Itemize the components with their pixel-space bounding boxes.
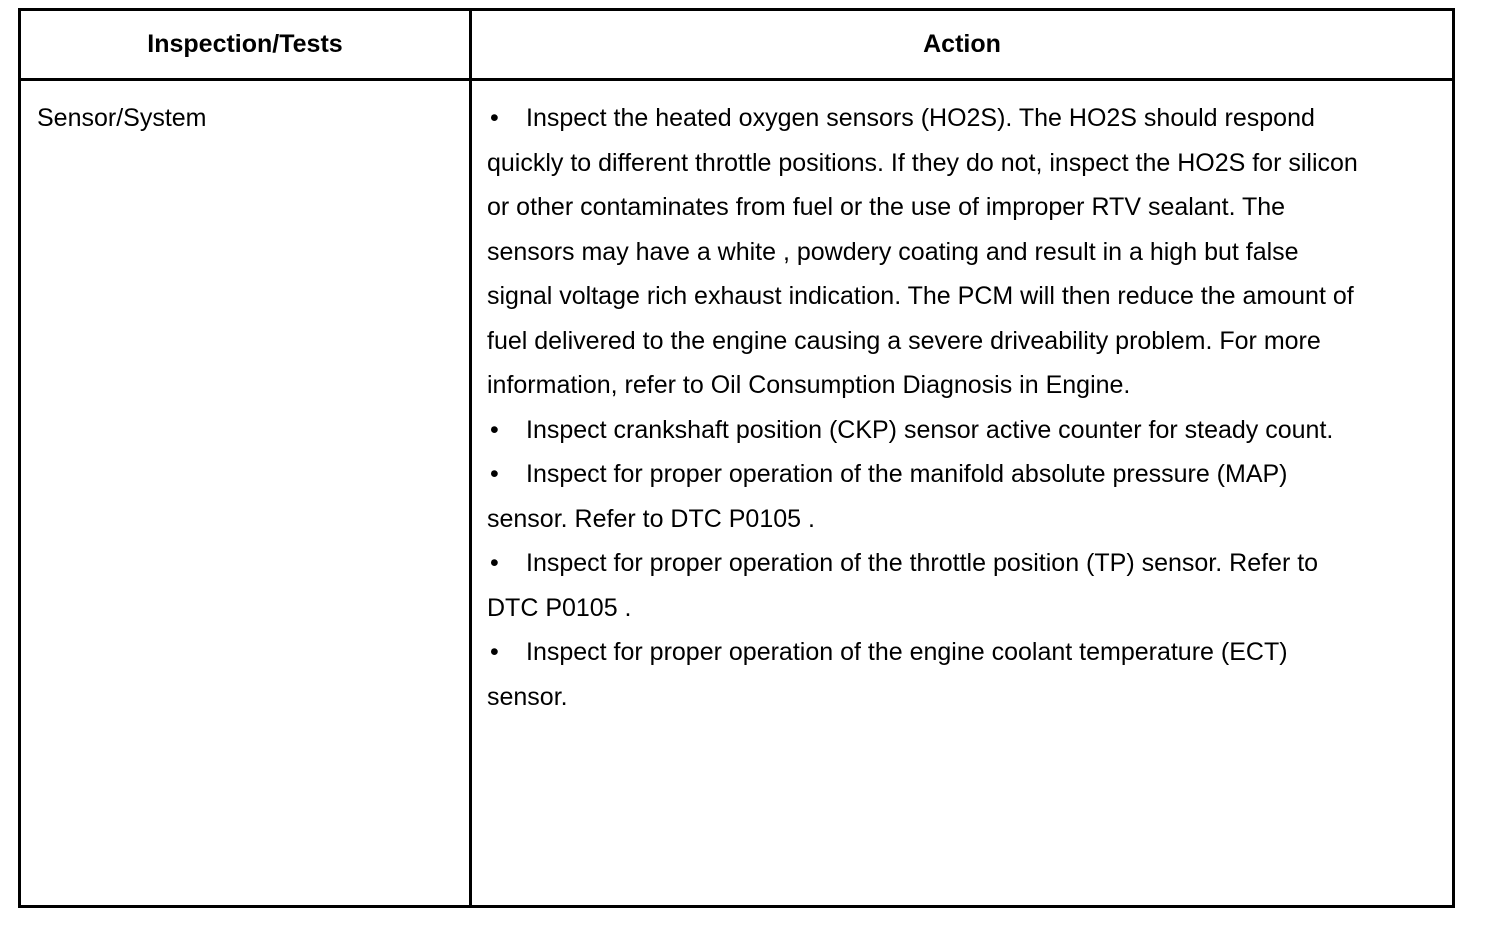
action-text: Inspect for proper operation of the throttle position (TP) sensor. Refer to DTC P0105 .: [487, 549, 1319, 622]
action-item: [487, 408, 1367, 453]
action-text: Inspect the heated oxygen sensors (HO2S). The HO2S should respond quickly to different throttle positions. If they do not, inspect the HO2S for silicon or other contaminates from fuel or the use of improper RTV sealant. The sensors may have a white , powdery coating and result in a high but false signal voltage rich exhaust indication. The PCM will then reduce the amount of fuel delivered to the engine causing a severe driveability problem. For more information, refer to Oil Consumption Diagnosis in Engine.: [487, 104, 1358, 399]
header-divider: [21, 78, 1452, 81]
action-item: [487, 96, 1367, 408]
action-text: Inspect for proper operation of the manifold absolute pressure (MAP) sensor. Refer to DTC P0105 .: [487, 460, 1288, 533]
action-item: [487, 630, 1367, 719]
column-divider: [469, 11, 472, 905]
bullet-icon: •: [490, 415, 499, 444]
header-inspection-tests: Inspection/Tests: [147, 30, 343, 58]
header-action: Action: [923, 30, 1001, 58]
action-text: Inspect for proper operation of the engine coolant temperature (ECT) sensor.: [487, 638, 1288, 711]
action-text: Inspect crankshaft position (CKP) sensor active counter for steady count.: [526, 415, 1334, 444]
bullet-icon: •: [490, 549, 499, 577]
row-inspection-cell: Sensor/System: [37, 104, 207, 132]
bullet-icon: •: [490, 104, 499, 132]
action-item: [487, 541, 1367, 630]
action-item: [487, 452, 1367, 541]
row-action-cell: [487, 96, 1367, 719]
bullet-icon: •: [490, 460, 499, 488]
bullet-icon: •: [490, 638, 499, 666]
inspection-table: [18, 8, 1455, 908]
